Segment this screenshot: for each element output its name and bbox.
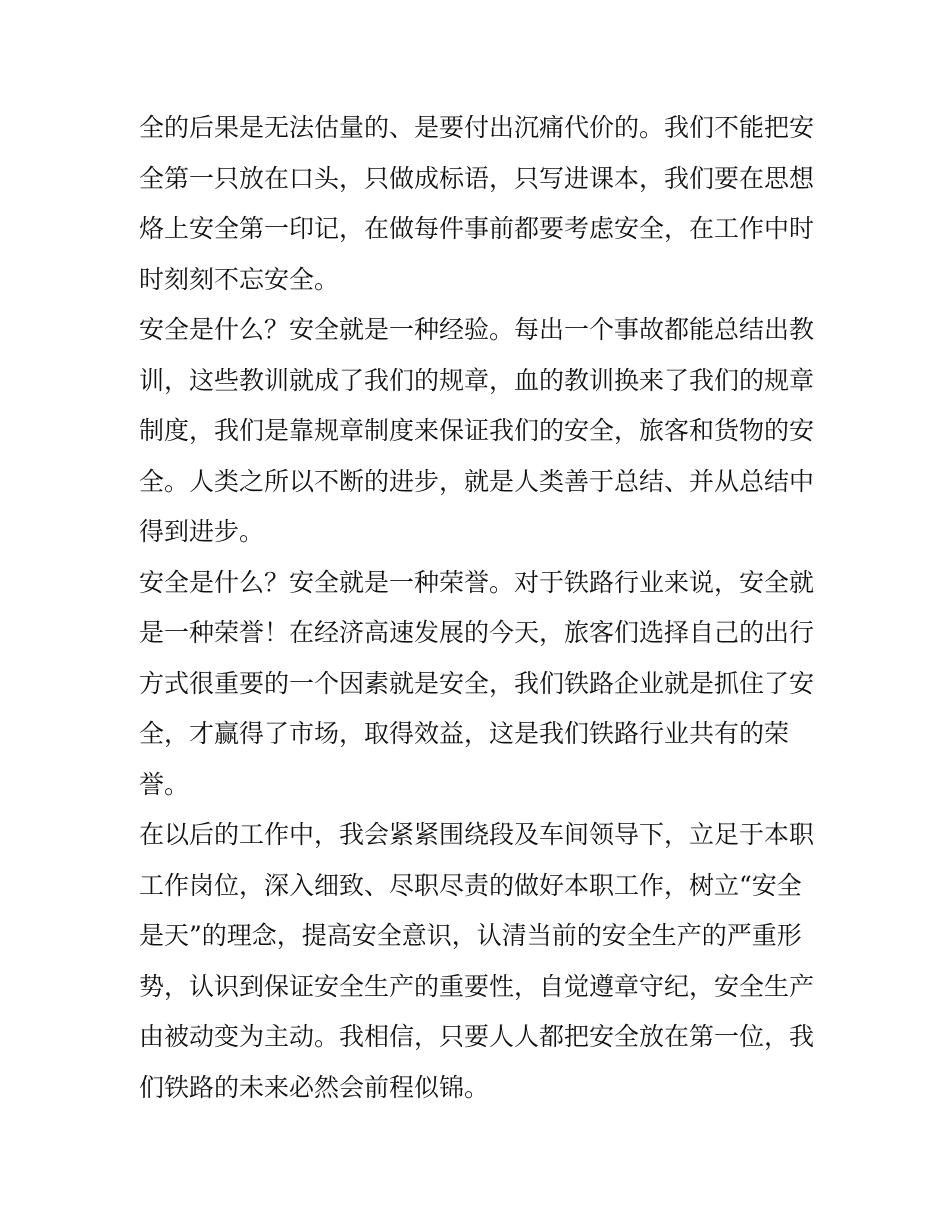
text-line: 全。人类之所以不断的进步，就是人类善于总结、并从总结中 bbox=[139, 466, 815, 496]
text-line: 全的后果是无法估量的、是要付出沉痛代价的。我们不能把安 bbox=[139, 113, 815, 142]
text-line: 烙上安全第一印记，在做每件事前都要考虑安全，在工作中时 bbox=[139, 214, 815, 243]
text-line: 势，认识到保证安全生产的重要性，自觉遵章守纪，安全生产 bbox=[139, 971, 815, 1001]
text-line: 全第一只放在口头，只做成标语，只写进课本，我们要在思想 bbox=[139, 163, 815, 193]
text-line: 训，这些教训就成了我们的规章，血的教训换来了我们的规章 bbox=[139, 365, 815, 395]
text-line: 安全是什么？安全就是一种经验。每出一个事故都能总结出教 bbox=[139, 315, 815, 344]
text-line: 制度，我们是靠规章制度来保证我们的安全，旅客和货物的安 bbox=[139, 416, 815, 445]
paragraph-2 bbox=[139, 305, 814, 558]
text-line: 时刻刻不忘安全。 bbox=[139, 264, 340, 294]
text-line: 由被动变为主动。我相信，只要人人都把安全放在第一位，我 bbox=[139, 1022, 815, 1051]
document-body bbox=[139, 103, 814, 1113]
paragraph-1 bbox=[139, 103, 814, 305]
text-line: 们铁路的未来必然会前程似锦。 bbox=[139, 1072, 490, 1102]
text-line: 是天”的理念，提高安全意识，认清当前的安全生产的严重形 bbox=[139, 921, 802, 950]
text-line: 得到进步。 bbox=[139, 517, 265, 546]
text-line: 安全是什么？安全就是一种荣誉。对于铁路行业来说，安全就 bbox=[139, 567, 815, 597]
text-line: 工作岗位，深入细致、尽职尽责的做好本职工作，树立“安全 bbox=[139, 870, 802, 900]
paragraph-3 bbox=[139, 558, 814, 811]
text-line: 在以后的工作中，我会紧紧围绕段及车间领导下，立足于本职 bbox=[139, 820, 815, 849]
text-line: 是一种荣誉！在经济高速发展的今天，旅客们选择自己的出行 bbox=[139, 618, 815, 647]
text-line: 全，才赢得了市场，取得效益，这是我们铁路行业共有的荣 bbox=[139, 719, 790, 748]
text-line: 方式很重要的一个因素就是安全，我们铁路企业就是抓住了安 bbox=[139, 668, 815, 698]
paragraph-4 bbox=[139, 810, 814, 1113]
text-line: 誉。 bbox=[139, 769, 190, 799]
